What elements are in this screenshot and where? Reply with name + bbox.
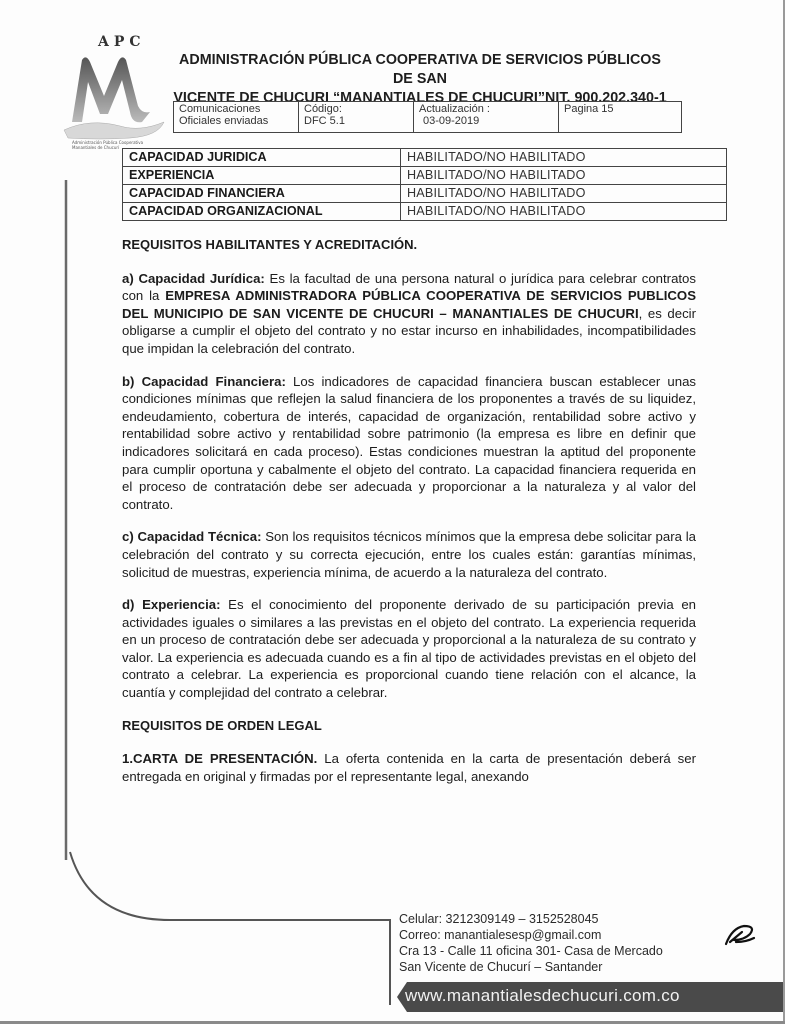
paragraph-capacidad-financiera <box>122 373 696 514</box>
result-cell: HABILITADO/NO HABILITADO <box>401 167 727 185</box>
paragraph-text: Es la facultad de una persona natural o jurídica para celebrar contratos con la <box>122 270 696 304</box>
result-cell: HABILITADO/NO HABILITADO <box>401 185 727 203</box>
footer-city: San Vicente de Chucurí – Santander <box>399 960 603 974</box>
meta-update-label: Actualización : <box>419 103 490 115</box>
paragraph-label: c) Capacidad Técnica: <box>122 529 262 545</box>
header-title-line-1: ADMINISTRACIÓN PÚBLICA COOPERATIVA DE SERVICIOS PÚBLICOS DE SAN <box>179 52 661 87</box>
result-cell: HABILITADO/NO HABILITADO <box>401 149 727 167</box>
table-row <box>123 167 727 185</box>
company-logo <box>60 34 170 154</box>
table-row <box>123 203 727 221</box>
paragraph-label: b) Capacidad Financiera: <box>122 373 286 389</box>
paragraph-text: Son los requisitos técnicos mínimos que la empresa debe solicitar para la celebración del contrato y su correcta ejecución, entre los cuales están: garantías mínimas, solicitud de muestras, experiencia mínima, de acuerdo a la naturaleza del contrato. <box>122 529 696 580</box>
signature-initials-icon <box>720 920 760 950</box>
meta-doc-type-line-2: Oficiales enviadas <box>179 115 269 127</box>
meta-code-value: DFC 5.1 <box>304 115 345 127</box>
meta-code-label: Código: <box>304 103 342 115</box>
criterion-cell: CAPACIDAD ORGANIZACIONAL <box>123 203 401 221</box>
footer-phone: Celular: 3212309149 – 3152528045 <box>399 912 599 926</box>
section-heading-requisitos-habilitantes: REQUISITOS HABILITANTES Y ACREDITACIÓN. <box>122 237 418 252</box>
paragraph-text: Es el conocimiento del proponente derivado de su participación previa en actividades iguales o similares a las previstas en el objeto del contrato. La experiencia requerida en un proceso de contratación debe ser adecuada y proporcional a la naturaleza de su contrato y valor. La experiencia es adecuada cuando es a fin al tipo de actividades previstas en el objeto del contrato a celebrar. La experiencia es proporcional cuando tiene relación con el alcance, la cuantía y complejidad del contrato a celebrar. <box>122 597 696 701</box>
paragraph-label: 1.CARTA DE PRESENTACIÓN. <box>122 751 318 767</box>
criterion-cell: CAPACIDAD JURIDICA <box>123 149 401 167</box>
logo-m-mark-icon <box>60 52 170 142</box>
document-meta-table <box>173 101 682 133</box>
paragraph-label: a) Capacidad Jurídica: <box>122 270 265 286</box>
paragraph-carta-presentacion <box>122 750 696 785</box>
paragraph-text: , es decir obligarse a cumplir el objeto del contrato y no estar incurso en inhabilidades, incompatibilidades que impidan la celebración del contrato. <box>122 305 697 356</box>
meta-update-value: 03-09-2019 <box>423 115 480 127</box>
meta-page <box>559 102 682 133</box>
section-heading-orden-legal: REQUISITOS DE ORDEN LEGAL <box>122 717 322 733</box>
meta-update <box>414 102 559 133</box>
qualification-status-table <box>122 148 727 221</box>
paragraph-experiencia <box>122 596 696 702</box>
result-cell: HABILITADO/NO HABILITADO <box>401 203 727 221</box>
table-row <box>123 185 727 203</box>
document-body <box>122 236 696 800</box>
footer-website-link[interactable]: www.manantialesdechucuri.com.co <box>405 986 680 1005</box>
meta-page-label: Pagina 15 <box>564 103 614 115</box>
footer-contact <box>399 911 663 975</box>
paragraph-label: d) Experiencia: <box>122 597 221 613</box>
table-row <box>123 149 727 167</box>
header-title <box>170 51 670 108</box>
footer-email: Correo: manantialesesp@gmail.com <box>399 928 602 942</box>
criterion-cell: CAPACIDAD FINANCIERA <box>123 185 401 203</box>
paragraph-text: Los indicadores de capacidad financiera buscan establecer unas condiciones mínimas que reflejen la salud financiera de los proponentes a través de su liquidez, endeudamiento, cobertura de interés, capacidad de organización, rentabilidad sobre activo y rentabilidad sobre activo y rentabilidad sobre patrimonio (la empresa es libre en definir que indicadores solicitará en cada proceso). Estas condiciones muestran la aptitud del proponente para cumplir oportuna y cabalmente el objeto del contrato. La capacidad financiera requerida en el proceso de contratación debe ser adecuada y proporcionar a la naturaleza y al valor del contrato. <box>122 373 696 512</box>
meta-code <box>299 102 414 133</box>
company-name-bold: EMPRESA ADMINISTRADORA PÚBLICA COOPERATIVA DE SERVICIOS PUBLICOS DEL MUNICIPIO DE SAN VICENTE DE CHUCURI – MANANTIALES DE CHUCURI <box>122 288 696 321</box>
logo-caption: Administración Pública Cooperativa Manantiales de Chucurí <box>72 140 144 150</box>
criterion-cell: EXPERIENCIA <box>123 167 401 185</box>
paragraph-text: La oferta contenida en la carta de presentación deberá ser entregada en original y firmadas por el representante legal, anexando <box>122 751 696 784</box>
meta-doc-type-line-1: Comunicaciones <box>179 103 261 115</box>
footer-address: Cra 13 - Calle 11 oficina 301- Casa de Mercado <box>399 944 663 958</box>
header-title-line-2: VICENTE DE CHUCURI “MANANTIALES DE CHUCURI”NIT. 900.202.340-1 <box>173 90 667 106</box>
paragraph-capacidad-juridica <box>122 270 696 358</box>
meta-doc-type <box>174 102 299 133</box>
paragraph-capacidad-tecnica <box>122 528 696 581</box>
logo-acronym: APC <box>98 34 146 50</box>
